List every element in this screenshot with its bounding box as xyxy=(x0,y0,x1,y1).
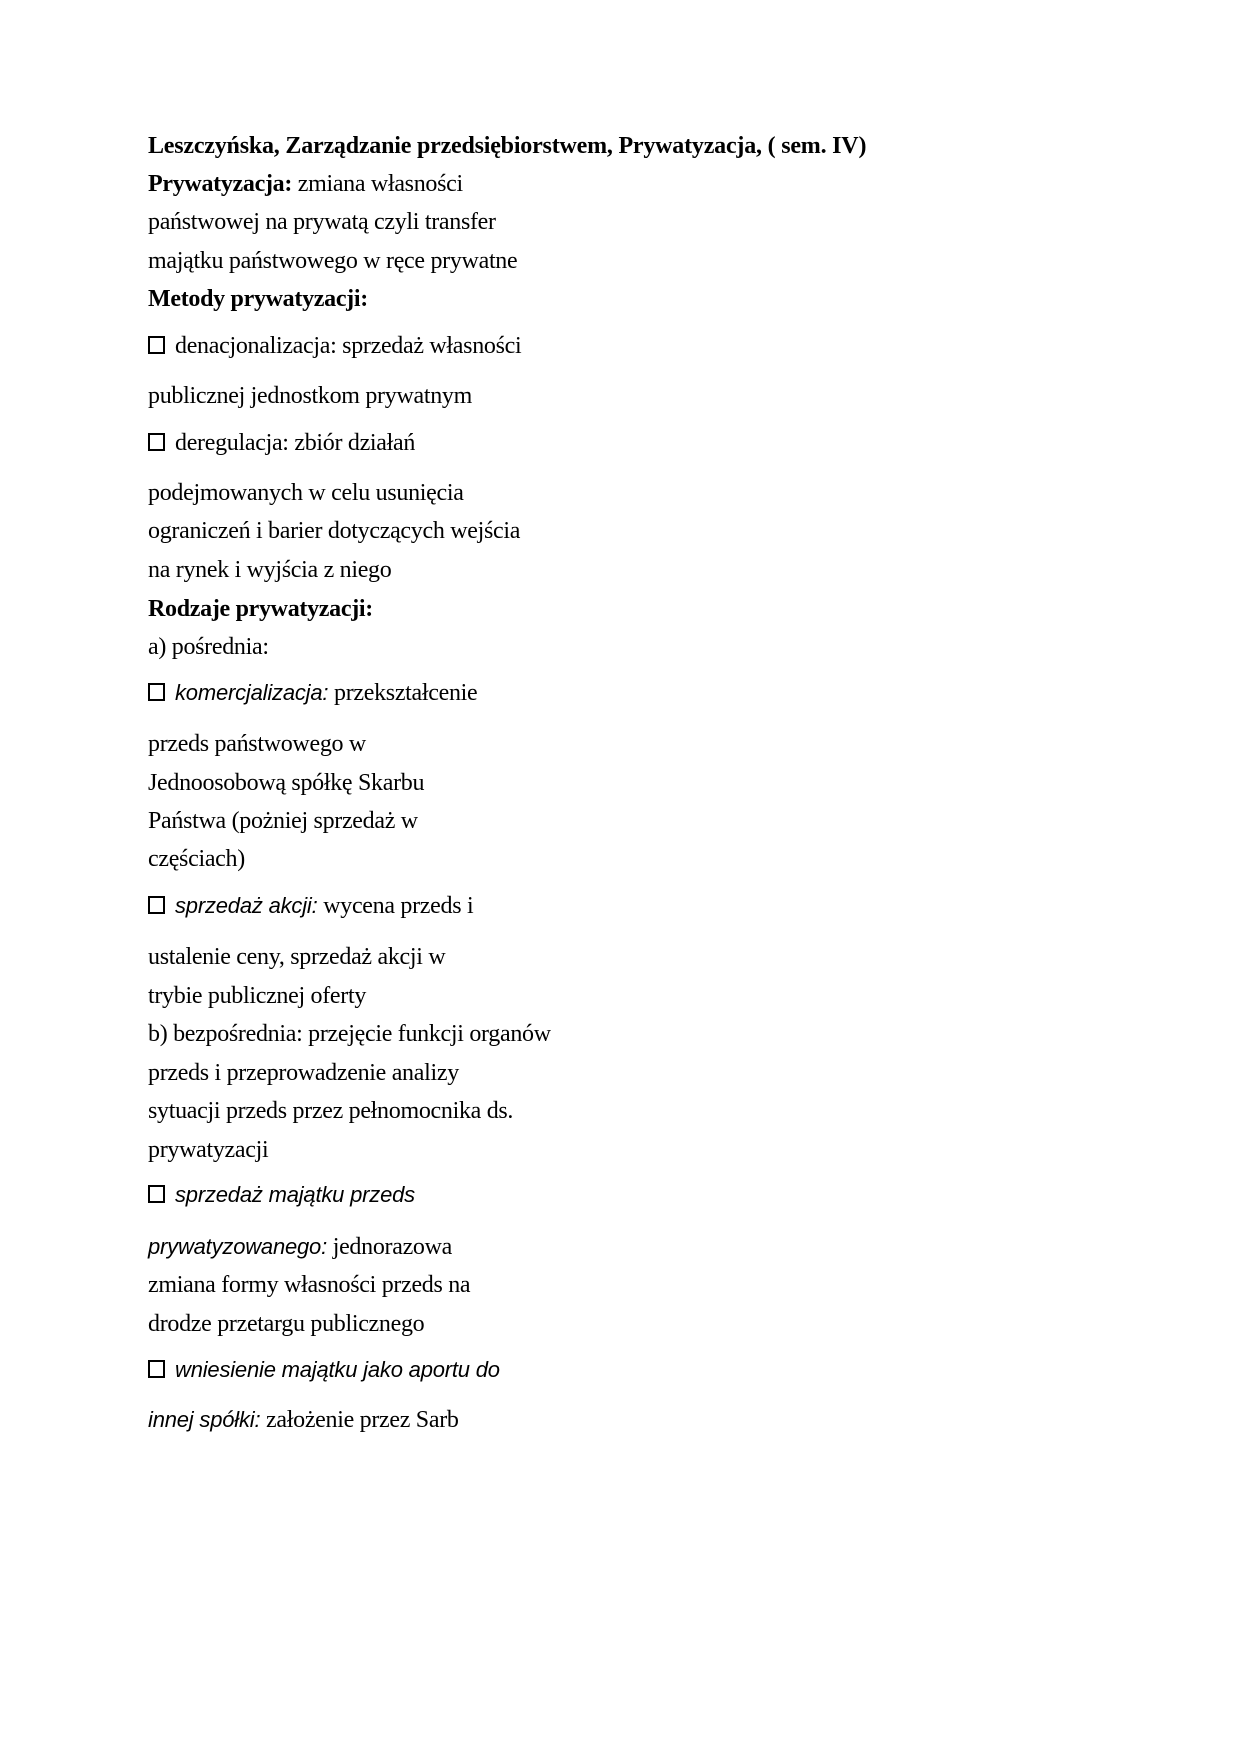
item-continuation: zmiana formy własności przeds na xyxy=(148,1272,471,1298)
direct-continuation: sytuacji przeds przez pełnomocnika ds. xyxy=(148,1098,514,1124)
method-item-text: denacjonalizacja: sprzedaż własności xyxy=(175,333,522,359)
item-continuation: drodze przetargu publicznego xyxy=(148,1311,425,1337)
item-continuation: ustalenie ceny, sprzedaż akcji w xyxy=(148,944,446,970)
indirect-item-sprzedaz-akcji xyxy=(148,892,473,920)
item-term: innej spółki: xyxy=(148,1407,261,1432)
item-continuation: Jednoosobową spółkę Skarbu xyxy=(148,770,425,796)
item-continuation: Państwa (pożniej sprzedaż w xyxy=(148,808,418,834)
definition-line-3: majątku państwowego w ręce prywatne xyxy=(148,248,518,274)
item-term: sprzedaż akcji: xyxy=(175,893,318,918)
direct-item-term-line-2 xyxy=(148,1406,459,1434)
direct-item-aport xyxy=(148,1356,500,1384)
method-item-text: deregulacja: zbiór działań xyxy=(175,430,416,456)
definition-line-2: państwowej na prywatą czyli transfer xyxy=(148,209,496,235)
method-item-continuation: na rynek i wyjścia z niego xyxy=(148,557,392,583)
item-continuation: przeds państwowego w xyxy=(148,731,366,757)
item-term: sprzedaż majątku przeds xyxy=(175,1182,415,1207)
definition-line-1 xyxy=(148,170,463,198)
checkbox-square-icon xyxy=(148,336,165,354)
definition-text: zmiana własności xyxy=(292,171,463,197)
direct-label: b) bezpośrednia: przejęcie funkcji organów xyxy=(148,1021,551,1047)
item-text: jednorazowa xyxy=(327,1234,453,1260)
item-text: wycena przeds i xyxy=(317,893,474,919)
document-title: Leszczyńska, Zarządzanie przedsiębiorstwem, Prywatyzacja, ( sem. IV) xyxy=(148,133,867,159)
item-term: komercjalizacja: xyxy=(175,680,329,705)
checkbox-square-icon xyxy=(148,1360,165,1378)
checkbox-square-icon xyxy=(148,433,165,451)
method-item-continuation: publicznej jednostkom prywatnym xyxy=(148,383,472,409)
definition-term: Prywatyzacja: xyxy=(148,171,293,197)
indirect-label: a) pośrednia: xyxy=(148,634,269,660)
item-term: wniesienie majątku jako aportu do xyxy=(175,1357,500,1382)
method-item-denacjonalizacja xyxy=(148,332,521,360)
checkbox-square-icon xyxy=(148,1185,165,1203)
indirect-item-komercjalizacja xyxy=(148,679,477,707)
item-term: prywatyzowanego: xyxy=(148,1234,328,1259)
direct-item-sprzedaz-majatku xyxy=(148,1181,415,1209)
direct-continuation: przeds i przeprowadzenie analizy xyxy=(148,1060,459,1086)
item-text: przekształcenie xyxy=(328,680,478,706)
direct-continuation: prywatyzacji xyxy=(148,1137,269,1163)
checkbox-square-icon xyxy=(148,896,165,914)
method-item-continuation: podejmowanych w celu usunięcia xyxy=(148,480,464,506)
method-item-deregulacja xyxy=(148,429,415,457)
method-item-continuation: ograniczeń i barier dotyczących wejścia xyxy=(148,518,521,544)
item-text: założenie przez Sarb xyxy=(260,1407,459,1433)
methods-heading: Metody prywatyzacji: xyxy=(148,286,368,312)
item-continuation: częściach) xyxy=(148,846,245,872)
direct-item-term-line-2 xyxy=(148,1233,452,1261)
checkbox-square-icon xyxy=(148,683,165,701)
types-heading: Rodzaje prywatyzacji: xyxy=(148,596,373,622)
item-continuation: trybie publicznej oferty xyxy=(148,983,367,1009)
